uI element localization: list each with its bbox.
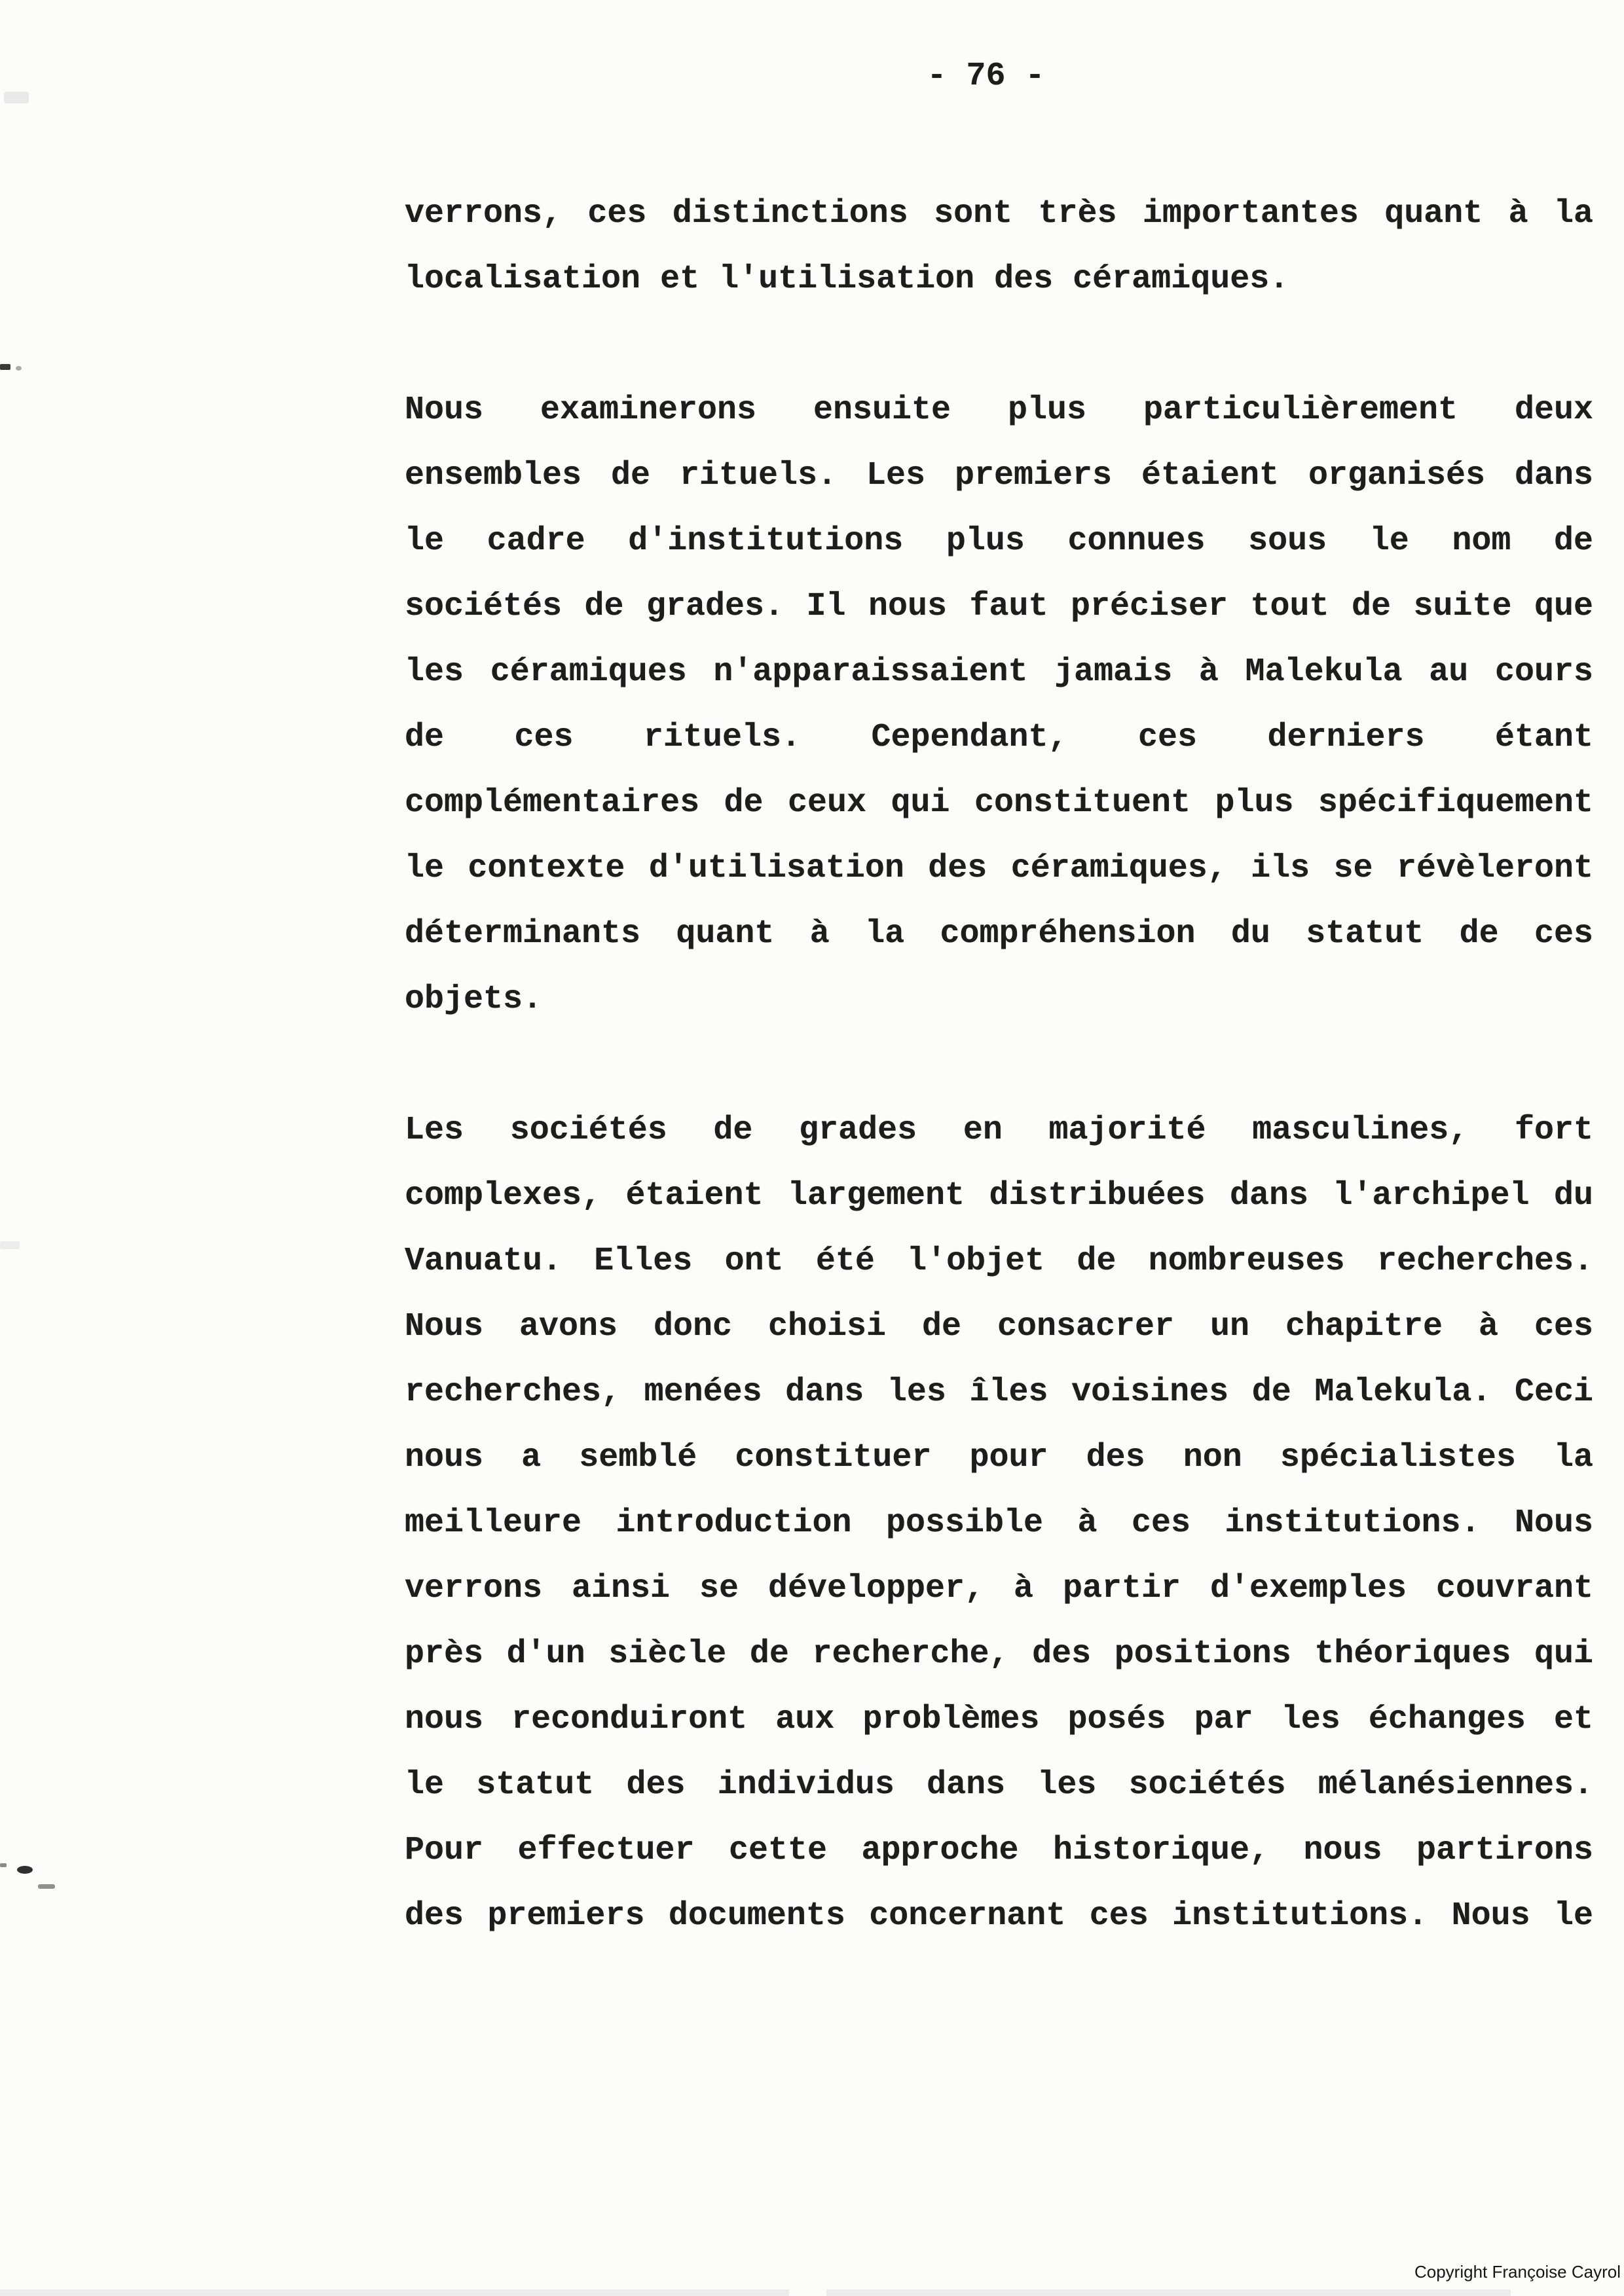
page-number: - 76 - xyxy=(927,58,1045,95)
text-line: objets. xyxy=(405,981,543,1018)
text-line: Nous avons donc choisi de consacrer un chapitre à ces xyxy=(405,1308,1593,1345)
text-line: Vanuatu. Elles ont été l'objet de nombreuses recherches. xyxy=(405,1243,1593,1280)
text-line: nous reconduiront aux problèmes posés par les échanges et xyxy=(405,1701,1593,1738)
paragraph xyxy=(405,378,1593,1032)
text-line: sociétés de grades. Il nous faut préciser tout de suite que xyxy=(405,588,1593,625)
text-line: des premiers documents concernant ces institutions. Nous le xyxy=(405,1897,1593,1935)
text-line: complémentaires de ceux qui constituent plus spécifiquement xyxy=(405,784,1593,822)
paragraph xyxy=(405,1098,1593,1949)
text-line: verrons ainsi se développer, à partir d'exemples couvrant xyxy=(405,1570,1593,1607)
text-line: Les sociétés de grades en majorité masculines, fort xyxy=(405,1112,1593,1149)
scan-edge-strip xyxy=(826,2289,1511,2296)
scan-artifact xyxy=(0,1241,20,1249)
scan-artifact xyxy=(0,1863,7,1867)
scan-artifact xyxy=(4,92,29,103)
text-line: le cadre d'institutions plus connues sous le nom de xyxy=(405,522,1593,560)
text-line: localisation et l'utilisation des céramiques. xyxy=(405,261,1289,298)
text-line: verrons, ces distinctions sont très importantes quant à la xyxy=(405,195,1593,232)
text-line: Pour effectuer cette approche historique, nous partirons xyxy=(405,1832,1593,1869)
text-line: meilleure introduction possible à ces institutions. Nous xyxy=(405,1504,1593,1542)
scan-edge-strip xyxy=(0,2289,789,2296)
scan-artifact xyxy=(0,364,10,370)
text-line: recherches, menées dans les îles voisines de Malekula. Ceci xyxy=(405,1374,1593,1411)
paragraph xyxy=(405,181,1593,312)
text-line: ensembles de rituels. Les premiers étaient organisés dans xyxy=(405,457,1593,494)
scan-artifact xyxy=(38,1884,55,1889)
text-line: près d'un siècle de recherche, des positions théoriques qui xyxy=(405,1635,1593,1673)
text-line: les céramiques n'apparaissaient jamais à Malekula au cours xyxy=(405,653,1593,691)
text-line: le statut des individus dans les sociétés mélanésiennes. xyxy=(405,1766,1593,1804)
scan-artifact xyxy=(16,366,22,371)
text-line: Nous examinerons ensuite plus particulièrement deux xyxy=(405,392,1593,429)
text-line: déterminants quant à la compréhension du statut de ces xyxy=(405,915,1593,953)
scan-artifact xyxy=(17,1866,33,1874)
copyright-notice: Copyright Françoise Cayrol xyxy=(1414,2262,1621,2282)
text-line: complexes, étaient largement distribuées dans l'archipel du xyxy=(405,1177,1593,1214)
text-line: le contexte d'utilisation des céramiques, ils se révèleront xyxy=(405,850,1593,887)
body-text xyxy=(405,181,1593,2014)
text-line: de ces rituels. Cependant, ces derniers étant xyxy=(405,719,1593,756)
text-line: nous a semblé constituer pour des non spécialistes la xyxy=(405,1439,1593,1476)
